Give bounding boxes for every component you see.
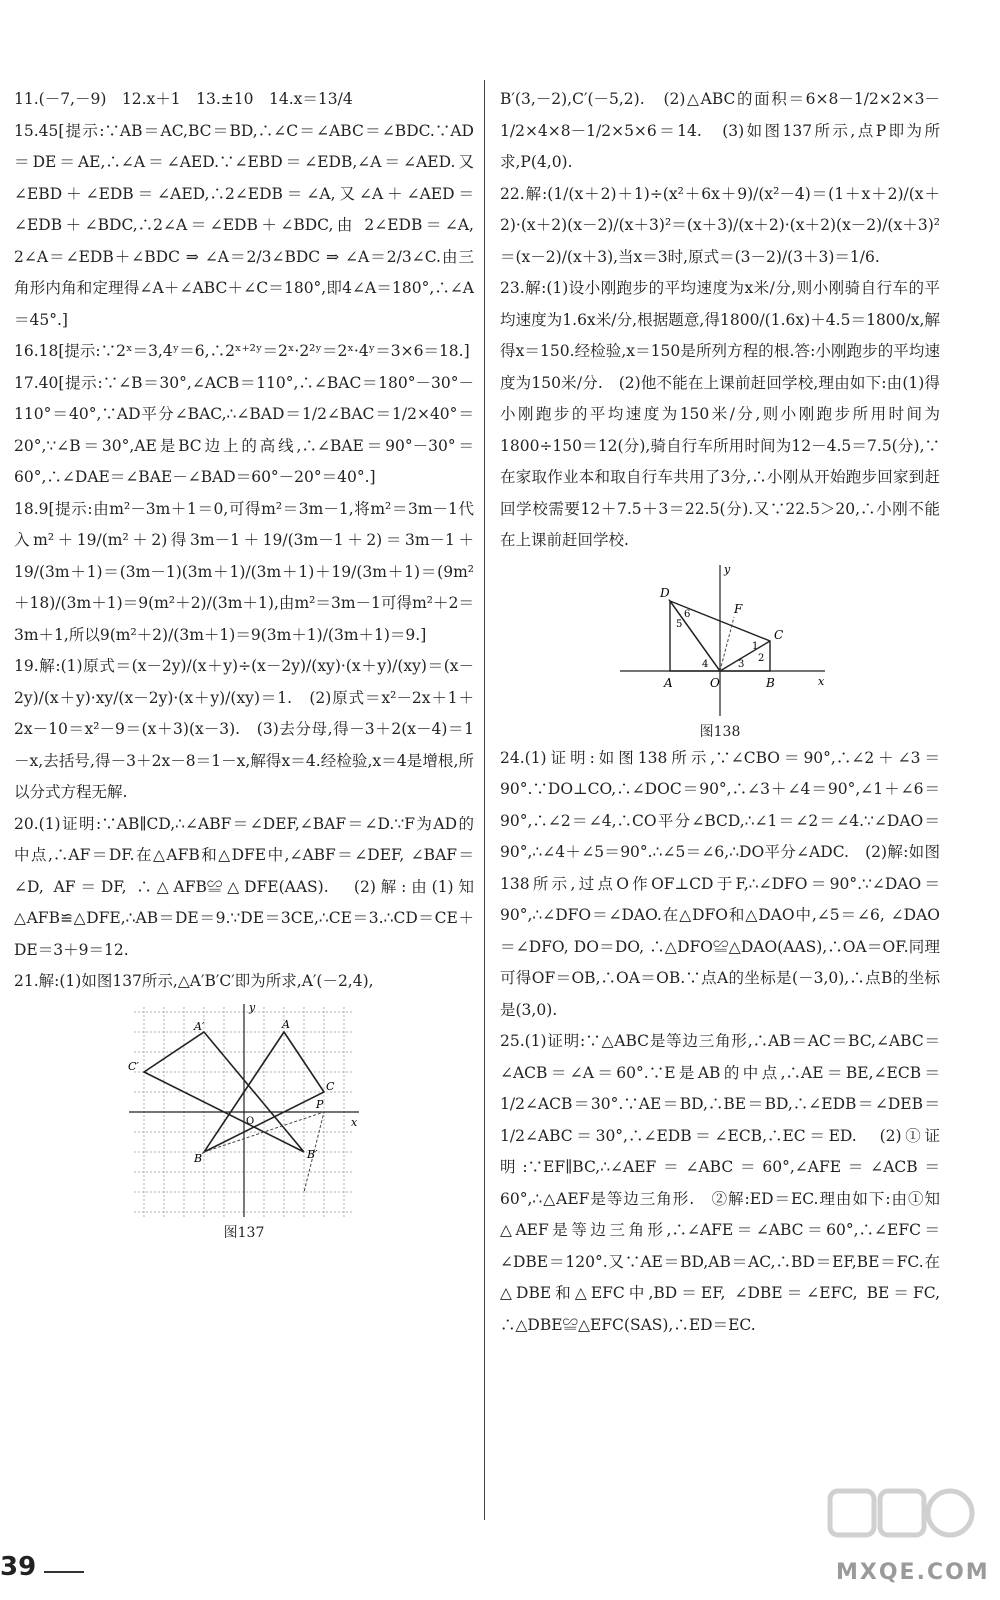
fig137-label-C: C (326, 1079, 335, 1093)
fig137-label-C-prime: C′ (128, 1059, 139, 1073)
answer-21-cont: B′(3,－2),C′(－5,2). (2)△ABC的面积＝6×8－1/2×2×3－1/2×4×8－1/2×5×6＝14. (3)如图137所示,点P即为所求,P(4,0). (500, 90, 940, 171)
fig138-angle-2: 2 (758, 652, 765, 664)
fig138-label-A: A (664, 675, 673, 690)
fig138-label-B: B (766, 675, 775, 690)
fig138-angle-3: 3 (738, 658, 745, 670)
answer-24: 24.(1)证明:如图138所示,∵∠CBO＝90°,∴∠2＋∠3＝90°.∵DO⊥CO,∴∠DOC＝90°,∴∠3＋∠4＝90°,∠1＋∠6＝90°,∴∠2＝∠4,∴CO平分∠BCD,∴∠1＝∠2＝∠4.∵∠DAO＝90°,∴∠4＋∠5＝90°.∴∠5＝∠6,∴DO平分∠ADC. (2)解:如图138所示,过点O作OF⊥CD于F,∴∠DFO＝90°.∵∠DAO＝90°,∴∠DFO＝∠DAO.在△DFO和△DAO中,∠5＝∠6, ∠DAO＝∠DFO, DO＝DO, ∴△DFO≌△DAO(AAS),∴OA＝OF.同理可得OF＝OB,∴OA＝OB.∵点A的坐标是(－3,0),∴点B的坐标是(3,0). (500, 748, 940, 1019)
answer-18: 18.9[提示:由m²－3m＋1＝0,可得m²＝3m－1,将m²＝3m－1代入m²＋19/(m²＋2)得3m－1＋19/(3m－1＋2)＝3m－1＋19/(3m＋1)＝(3m－1)(3m＋1)/(3m＋1)＋19/(3m＋1)＝(9m²＋18)/(3m＋1)＝9(m²＋2)/(3m＋1),由m²＝3m－1可得m²＋2＝3m＋1,所以9(m²＋2)/(3m＋1)＝9(3m＋1)/(3m＋1)＝9.] (14, 499, 474, 644)
fig138-angle-5: 5 (676, 618, 683, 630)
answer-11-14: 11.(－7,－9) 12.x＋1 13.±10 14.x＝13/4 (14, 90, 353, 108)
watermark-text: MXQE.COM (836, 1560, 990, 1585)
fig137-origin: O (246, 1115, 255, 1127)
fig138-y-label: y (724, 562, 731, 576)
figure-138 (610, 561, 830, 721)
answer-20: 20.(1)证明:∵AB∥CD,∴∠ABF＝∠DEF,∠BAF＝∠D.∵F为AD的中点,∴AF＝DF.在△AFB和△DFE中,∠ABF＝∠DEF, ∠BAF＝∠D, AF＝DF, ∴△AFB≌△DFE(AAS). (2)解:由(1)知△AFB≌△DFE,∴AB＝DE＝9.∵DE＝3CE,∴CE＝3.∴CD＝CE＋DE＝3＋9＝12. (14, 814, 474, 959)
fig138-label-C: C (774, 627, 784, 642)
page-number-dash (44, 1571, 84, 1573)
fig137-label-B-prime: B′ (307, 1147, 318, 1161)
answer-22: 22.解:(1/(x＋2)＋1)÷(x²＋6x＋9)/(x²－4)＝(1＋x＋2)/(x＋2)·(x＋2)(x－2)/(x＋3)²＝(x＋3)/(x＋2)·(x＋2)(x－2)/(x＋3)²＝(x－2)/(x＋3),当x＝3时,原式＝(3－2)/(3＋3)＝1/6. (500, 184, 940, 266)
fig137-label-A-prime: A′ (194, 1019, 205, 1033)
answer-21-start: 21.解:(1)如图137所示,△A′B′C′即为所求,A′(－2,4), (14, 972, 374, 990)
left-column (14, 84, 479, 1244)
fig138-angle-1: 1 (752, 640, 759, 652)
right-column (500, 84, 945, 1341)
figure-137 (124, 1002, 364, 1222)
figure-137-caption: 图137 (223, 1224, 265, 1241)
fig138-angle-6: 6 (684, 608, 691, 620)
fig138-label-D: D (660, 585, 670, 600)
answer-17: 17.40[提示:∵∠B＝30°,∠ACB＝110°,∴∠BAC＝180°－30°－110°＝40°,∵AD平分∠BAC,∴∠BAD＝1/2∠BAC＝1/2×40°＝20°,∵∠B＝30°,AE是BC边上的高线,∴∠BAE＝90°－30°＝60°,∴∠DAE＝∠BAE－∠BAD＝60°－20°＝40°.] (14, 373, 474, 486)
page-number: 39 (0, 1552, 37, 1582)
fig137-label-A: A (282, 1017, 290, 1031)
fig138-angle-4: 4 (702, 658, 709, 670)
fig137-y-label: y (249, 1001, 256, 1014)
answer-23: 23.解:(1)设小刚跑步的平均速度为x米/分,则小刚骑自行车的平均速度为1.6x米/分,根据题意,得1800/(1.6x)＋4.5＝1800/x,解得x＝150.经检验,x＝150是所列方程的根.答:小刚跑步的平均速度为150米/分. (2)他不能在上课前赶回学校,理由如下:由(1)得小刚跑步的平均速度为150米/分,则小刚跑步所用时间为1800÷150＝12(分),骑自行车所用时间为12－4.5＝7.5(分),∵在家取作业本和取自行车共用了3分,∴小刚从开始跑步回家到赶回学校需要12＋7.5＋3＝22.5(分).又∵22.5＞20,∴小刚不能在上课前赶回学校. (500, 279, 940, 549)
fig137-label-B: B (194, 1151, 203, 1165)
figure-138-caption: 图138 (699, 723, 741, 740)
fig137-x-label: x (351, 1115, 358, 1129)
answer-15: 15.45[提示:∵AB＝AC,BC＝BD,∴∠C＝∠ABC＝∠BDC.∵AD＝DE＝AE,∴∠A＝∠AED.∵∠EBD＝∠EDB,∠A＝∠AED.又∠EBD＋∠EDB＝∠AED,∴2∠EDB＝∠A,又∠A＋∠AED＝∠EDB＋∠BDC,∴2∠A＝∠EDB＋∠BDC,由 2∠EDB＝∠A, 2∠A＝∠EDB＋∠BDC ⇒ ∠A＝2/3∠BDC ⇒ ∠A＝2/3∠C.由三角形内角和定理得∠A＋∠ABC＋∠C＝180°,即4∠A＝180°,∴∠A＝45°.] (14, 121, 479, 329)
fig138-label-F: F (734, 601, 743, 616)
column-divider (484, 80, 485, 1520)
fig138-x-label: x (818, 674, 825, 688)
answer-16: 16.18[提示:∵2ˣ＝3,4ʸ＝6,∴2ˣ⁺²ʸ＝2ˣ·2²ʸ＝2ˣ·4ʸ＝3×6＝18.] (14, 342, 470, 360)
fig138-label-O: O (710, 675, 720, 690)
answer-19: 19.解:(1)原式＝(x－2y)/(x＋y)÷(x－2y)/(xy)·(x＋y)/(xy)＝(x－2y)/(x＋y)·xy/(x－2y)·(x＋y)/(xy)＝1. (2)原式＝x²－2x＋1＋2x－10＝x²－9＝(x＋3)(x－3). (3)去分母,得－3＋2(x－4)＝1－x,去括号,得－3＋2x－8＝1－x,解得x＝4.经检验,x＝4是增根,所以分式方程无解. (14, 657, 474, 801)
answer-25: 25.(1)证明:∵△ABC是等边三角形,∴AB＝AC＝BC,∠ABC＝∠ACB＝∠A＝60°.∵E是AB的中点,∴AE＝BE,∠ECB＝1/2∠ACB＝30°.∵AE＝BD,∴BE＝BD,∴∠EDB＝∠DEB＝1/2∠ABC＝30°,∴∠EDB＝∠ECB,∴EC＝ED. (2)①证明:∵EF∥BC,∴∠AEF＝∠ABC＝60°,∠AFE＝∠ACB＝60°,∴△AEF是等边三角形. ②解:ED＝EC.理由如下:由①知△AEF是等边三角形,∴∠AFE＝∠ABC＝60°,∴∠EFC＝∠DBE＝120°.又∵AE＝BD,AB＝AC,∴BD＝EF,BE＝FC.在△DBE和△EFC中,BD＝EF, ∠DBE＝∠EFC, BE＝FC, ∴△DBE≌△EFC(SAS),∴ED＝EC. (500, 1032, 945, 1334)
fig137-label-P: P (316, 1097, 324, 1111)
